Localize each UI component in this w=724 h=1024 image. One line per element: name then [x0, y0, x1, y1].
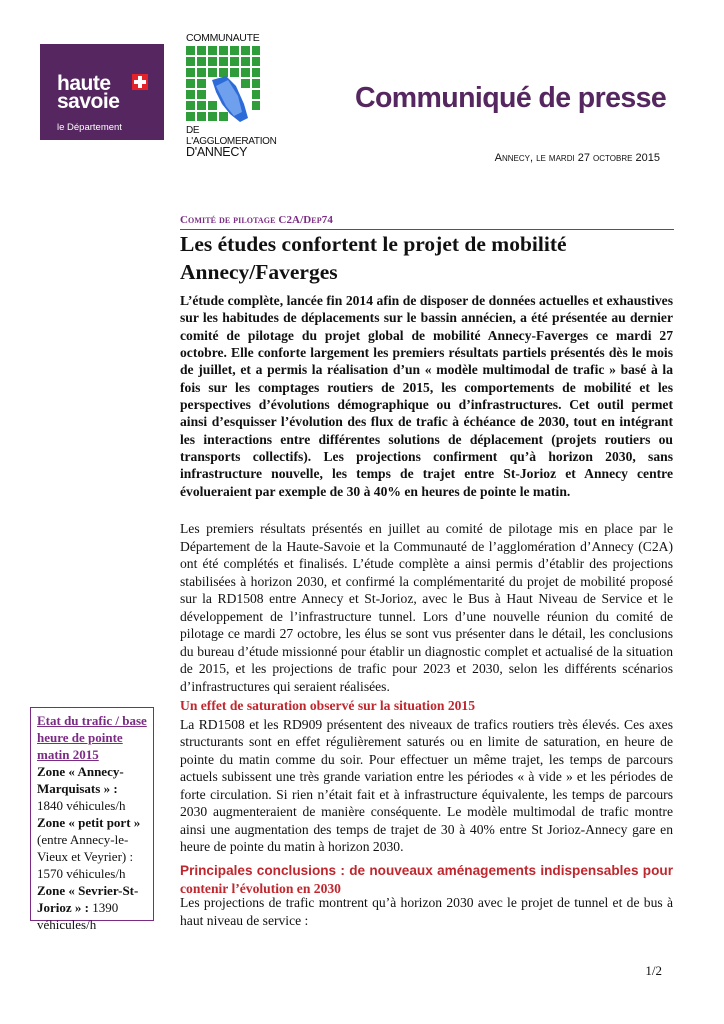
section-2-title-part-a: Principales conclusions : de nouveaux aménagements indispensables pour [180, 863, 673, 878]
zone-3-value: 1390 véhicules/h [37, 900, 119, 932]
dateline: Annecy, le mardi 27 octobre 2015 [494, 152, 660, 164]
agglo-text-annecy: D'ANNECY [186, 145, 248, 159]
zone-3 [37, 882, 147, 933]
section-1-body: La RD1508 et les RD909 présentent des niveaux de trafics routiers très élevés. Ces axes structurants sont en effet régulièrement saturés ou en limite de saturation, en heure de pointe du matin comme du soir. Pour effectuer un même trajet, les temps de parcours actuels subissent une très grande variation entre les périodes « à vide » et les périodes de forte circulation. Si rien n’était fait et à infrastructure équivalente, les temps de parcours 2030 augmenteraient de manière conséquente. Le modèle multimodal de trafic montre ainsi une augmentation des temps de trajet de 30 à 40% entre St Jorioz-Annecy gare en heure de pointe du matin à horizon 2030. [180, 717, 673, 855]
agglo-logo-top-text: COMMUNAUTE [186, 32, 260, 44]
zone-1-value: 1840 véhicules/h [37, 798, 126, 813]
savoy-cross-icon [132, 74, 148, 90]
sidebar-title-line: heure de pointe [37, 730, 123, 745]
sidebar-title [37, 712, 147, 763]
section-2-title [180, 862, 673, 897]
zone-2-value: 1570 véhicules/h [37, 866, 126, 881]
haute-savoie-logo [40, 44, 164, 140]
sidebar-title-line: matin 2015 [37, 747, 99, 762]
agglo-text-de: DE [186, 125, 200, 136]
page-number: 1/2 [645, 963, 662, 978]
lead-paragraph: L’étude complète, lancée fin 2014 afin de disposer de données actuelles et exhaustives sur les habitudes de déplacements sur le bassin annécien, a été présentée au dernier comité de pilotage du projet global de mobilité Annecy-Faverges ce mardi 27 octobre. Elle conforte largement les premiers résultats partiels présentés dès le mois de juillet, et a permis la réalisation d’un « modèle multimodal de trafic » basé à la fois sur les comptages routiers de 2015, les comportements de mobilité et les perspectives d’évolutions démographique ou d’infrastructures. Cet outil permet ainsi d’esquisser l’évolution des flux de trafic à échéance de 2030, tout en intégrant les interactions entre différentes solutions de déplacement (projets routiers ou transports collectifs). Les projections confirment qu’à horizon 2030, sans infrastructure nouvelle, les temps de trajet entre St-Jorioz et Annecy centre évolueraient par exemple de 30 à 40% en heures de pointe le matin. [180, 293, 673, 499]
zone-1-label: Zone « Annecy-Marquisats » : [37, 764, 124, 796]
logo-text-haute: haute [57, 72, 111, 95]
zone-2-detail: (entre Annecy-le-Vieux et Veyrier) : [37, 832, 134, 864]
press-release-title: Communiqué de presse [355, 82, 667, 114]
logo-text-savoie: savoie [57, 90, 120, 113]
kicker: Comité de pilotage C2A/Dep74 [180, 214, 333, 226]
zone-3-label: Zone « Sevrier-St-Jorioz » : [37, 883, 139, 915]
section-2-title-part-b: contenir l’évolution en 2030 [180, 880, 341, 896]
agglo-logo-bottom-text [186, 125, 277, 158]
section-1-title: Un effet de saturation observé sur la situation 2015 [180, 698, 476, 713]
sidebar-title-line: Etat du trafic / base [37, 713, 147, 728]
zone-2-label: Zone « petit port » [37, 815, 141, 830]
headline: Les études confortent le projet de mobilité Annecy/Faverges [180, 232, 567, 284]
agglo-text-agglomeration: L'AGGLOMERATION [186, 136, 277, 147]
agglo-logo-graphic [186, 46, 260, 124]
traffic-sidebar-box [30, 707, 154, 932]
body-paragraph-1: Les premiers résultats présentés en juillet au comité de pilotage mis en place par le Département de la Haute-Savoie et la Communauté de l’agglomération d’Annecy (C2A) ont été complétés et finalisés. L’étude complète a ainsi permis d’établir des projections stabilisées à horizon 2030, et confirmé la complémentarité du projet de mobilité proposé sur la RD1508 entre Annecy et St-Jorioz, avec le Bus à Haut Niveau de Service et le développement de l’infrastructure tunnel. Lors d’une nouvelle réunion du comité de pilotage ce mardi 27 octobre, les élus se sont vus présenter dans le détail, les conclusions du bureau d’étude missionné pour établir un diagnostic complet et actualisé de la situation de 2015, et les projections de trafic pour 2023 et 2030, selon les différents scénarios d’infrastructures qui seraient réalisées. [180, 521, 673, 694]
section-2-body: Les projections de trafic montrent qu’à horizon 2030 avec le projet de tunnel et de bus à haut niveau de service : [180, 895, 673, 928]
logo-text-departement: le Département [57, 122, 122, 133]
